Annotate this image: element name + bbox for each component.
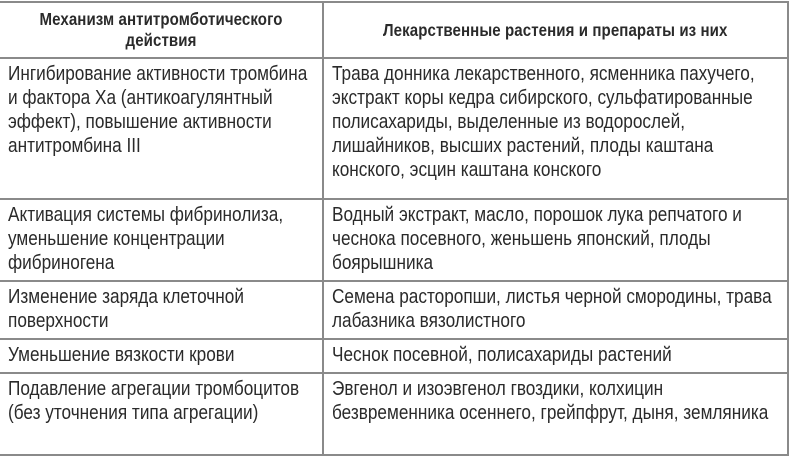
- antithrombotic-table: [0, 1, 789, 456]
- plants-cell: Чеснок посевной, полисахариды растений: [323, 339, 788, 373]
- plants-cell: Семена расторопши, листья черной смородины, трава лабазника вязолистного: [323, 281, 788, 339]
- table-row: [0, 281, 788, 339]
- plants-cell: Трава донника лекарственного, ясменника пахучего, экстракт коры кедра сибирского, сульфатированные полисахариды, выделенные из водорослей, лишайников, высших растений, плоды каштана конского, эсцин каштана конского: [323, 58, 788, 199]
- table-row: [0, 199, 788, 281]
- plants-cell: Эвгенол и изоэвгенол гвоздики, колхицин безвременника осеннего, грейпфрут, дыня, земляника: [323, 373, 788, 455]
- mechanism-cell: Активация системы фибринолиза, уменьшение концентрации фибриногена: [0, 199, 323, 281]
- table-header-row: [0, 2, 788, 58]
- mechanism-cell: Подавление агрегации тромбоцитов (без уточнения типа агрегации): [0, 373, 323, 455]
- mechanism-cell: Ингибирование активности тромбина и фактора Ха (антикоагулянтный эффект), повышение активности антитромбина III: [0, 58, 323, 199]
- table-row: [0, 373, 788, 455]
- mechanism-cell: Изменение заряда клеточной поверхности: [0, 281, 323, 339]
- table-row: [0, 339, 788, 373]
- header-mechanism: Механизм антитромботического действия: [0, 2, 323, 58]
- plants-cell: Водный экстракт, масло, порошок лука репчатого и чеснока посевного, женьшень японский, плоды боярышника: [323, 199, 788, 281]
- mechanism-cell: Уменьшение вязкости крови: [0, 339, 323, 373]
- header-plants: Лекарственные растения и препараты из них: [323, 2, 788, 58]
- table-row: [0, 58, 788, 199]
